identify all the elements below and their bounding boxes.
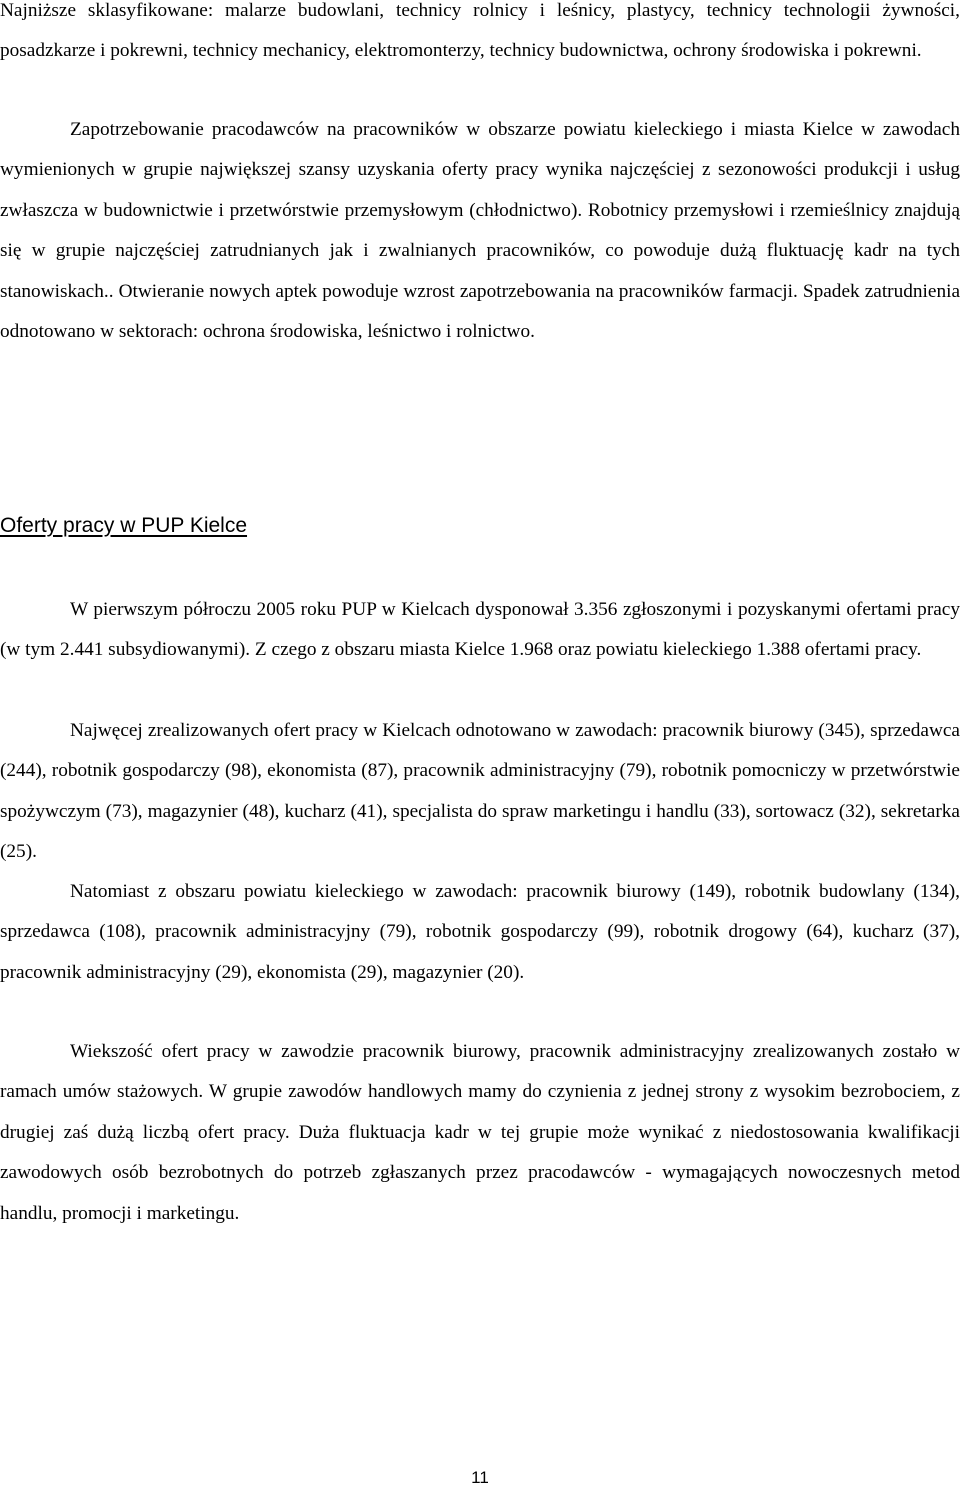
paragraph-internship-offers: Wiekszość ofert pracy w zawodzie pracownik biurowy, pracownik administracyjny zrealizowanych zostało w ramach umów stażowych. W grupie zawodów handlowych mamy do czynienia z jednej strony z wysokim bezrobociem, z drugiej zaś dużą liczbą ofert pracy. Duża fluktuacja kadr w tej grupie może wynikać z niedostosowania kwalifikacji zawodowych osób bezrobotnych do potrzeb zgłaszanych przez pracodawców - wymagających nowoczesnych metod handlu, promocji i marketingu. (0, 1041, 960, 1224)
paragraph-lowest-ranked-occupations: Najniższe sklasyfikowane: malarze budowlani, technicy rolnicy i leśnicy, plastycy, technicy technologii żywności, posadzkarze i pokrewni, technicy mechanicy, elektromonterzy, technicy budownictwa, ochrony środowiska i pokrewni. (0, 0, 960, 62)
section-heading: Oferty pracy w PUP Kielce (0, 514, 248, 537)
paragraph-job-offers-summary: W pierwszym półroczu 2005 roku PUP w Kielcach dysponował 3.356 zgłoszonymi i pozyskanymi ofertami pracy (w tym 2.441 subsydiowanymi). Z czego z obszaru miasta Kielce 1.968 oraz powiatu kieleckiego 1.388 ofertami pracy. (0, 599, 960, 661)
page-number: 11 (471, 1468, 489, 1487)
paragraph-employer-demand: Zapotrzebowanie pracodawców na pracowników w obszarze powiatu kieleckiego i miasta Kielce w zawodach wymienionych w grupie największej szansy uzyskania oferty pracy wynika najczęściej z sezonowości produkcji i usług zwłaszcza w budownictwie i przetwórstwie przemysłowym (chłodnictwo). Robotnicy przemysłowi i rzemieślnicy znajdują się w grupie najczęściej zatrudnianych jak i zwalnianych pracowników, co powoduje dużą fluktuację kadr na tych stanowiskach.. Otwieranie nowych aptek powoduje wzrost zapotrzebowania na pracowników farmacji. Spadek zatrudnienia odnotowano w sektorach: ochrona środowiska, leśnictwo i rolnictwo. (0, 119, 960, 343)
paragraph-county-occupations: Natomiast z obszaru powiatu kieleckiego w zawodach: pracownik biurowy (149), robotnik budowlany (134), sprzedawca (108), pracownik administracyjny (79), robotnik gospodarczy (99), robotnik drogowy (64), kucharz (37), pracownik administracyjny (29), ekonomista (29), magazynier (20). (0, 881, 960, 983)
paragraph-kielce-occupations: Najwęcej zrealizowanych ofert pracy w Kielcach odnotowano w zawodach: pracownik biurowy (345), sprzedawca (244), robotnik gospodarczy (98), ekonomista (87), pracownik administracyjny (79), robotnik pomocniczy w przetwórstwie spożywczym (73), magazynier (48), kucharz (41), specjalista do spraw marketingu i handlu (33), sortowacz (32), sekretarka (25). (0, 720, 960, 863)
